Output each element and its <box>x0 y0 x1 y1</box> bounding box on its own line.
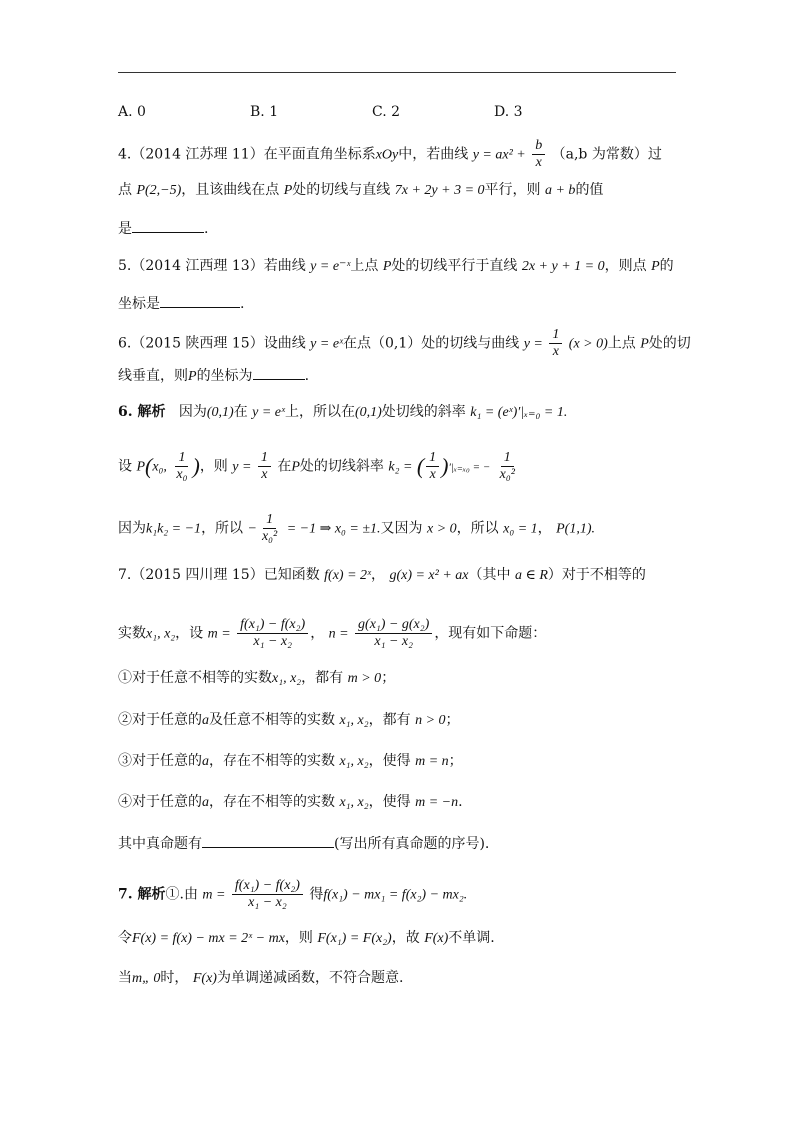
q7-prop2: ②对于任意的a及任意不相等的实数 x₁, x₂，都有 n > 0； <box>118 712 460 728</box>
header-rule <box>118 72 676 73</box>
q5-curve: y = e⁻ˣ <box>310 259 351 274</box>
sol6-label: 6. 解析 <box>118 404 166 420</box>
q4-point: P(2,−5) <box>136 183 182 198</box>
q7-line1: 7.（2015 四川理 15）已知函数 f(x) = 2ˣ， g(x) = x² + ax（其中 a ∈ R）对于不相等的 <box>118 567 646 583</box>
q6-fraction: $\frac{1}{x}$ <box>549 327 562 360</box>
q4-line1: 4.（2014 江苏理 11）在平面直角坐标系xOy中，若曲线 y = ax² + $\frac{b}{x}$ （a,b 为常数）过 <box>118 138 662 170</box>
sol6-line2: 设 P(x₀, $\frac{1}{\text{x₀}}$ )，则 y = $\frac{1}{x}$ 在P处的切线斜率 k₂ = ( $\frac{1}{x}$ )′|ₓ₌ₓ₀ = − $\frac{1}{\text{x₀²}}$ <box>118 450 515 482</box>
option-b: B. 1 <box>250 104 279 120</box>
q7-line2: 实数x₁, x₂，设 m = $\frac{\text{f(x₁) − f(x₂)}}{\text{x₁ − x₂}}$ ， n = $\frac{\text{g(x₁) − g(x₂)}}{\text{x₁ − x₂}}$ ，现有如下命题： <box>118 617 547 649</box>
sol7-label: 7. 解析 <box>118 886 166 903</box>
q4-curve: y = ax² + <box>472 147 526 163</box>
q7-prop3: ③对于任意的a，存在不相等的实数 x₁, x₂，使得 m = n； <box>118 753 463 769</box>
option-c: C. 2 <box>372 104 401 120</box>
option-d: D. 3 <box>494 104 523 120</box>
q5-line1: 5.（2014 江西理 13）若曲线 y = e⁻ˣ上点 P处的切线平行于直线 2x + y + 1 = 0，则点 P的 <box>118 258 674 274</box>
answer-blank-q5[interactable] <box>160 293 240 308</box>
q4-line2: 点 P(2,−5)，且该曲线在点 P处的切线与直线 7x + 2y + 3 = 0平行，则 a + b的值 <box>118 182 604 198</box>
q4-fraction: $\frac{b}{x}$ <box>532 138 545 171</box>
q4-system: xOy <box>375 147 399 163</box>
q5-line2: 坐标是 . <box>118 293 244 314</box>
sol7-line3: 当m„ 0时， F(x)为单调递减函数，不符合题意. <box>118 970 404 986</box>
q7-prop4: ④对于任意的a，存在不相等的实数 x₁, x₂，使得 m = −n. <box>118 794 463 810</box>
q4-line3: 是 . <box>118 218 208 239</box>
q7-f: f(x) = 2ˣ <box>324 568 371 583</box>
q7-prop1: ①对于任意不相等的实数x₁, x₂，都有 m > 0； <box>118 670 396 686</box>
q7-m-fraction: $\frac{\text{f(x₁) − f(x₂)}}{\text{x₁ − x₂}}$ <box>237 617 308 650</box>
options-row <box>118 102 618 122</box>
option-a: A. 0 <box>118 104 146 120</box>
sol6-line3: 因为k₁k₂ = −1，所以 − $\frac{1}{\text{x₀²}}$ = −1 ⇒ x₀ = ±1.又因为 x > 0，所以 x₀ = 1， P(1,1). <box>118 512 595 544</box>
q6-curve: y = eˣ <box>310 336 343 352</box>
q6-line1: 6.（2015 陕西理 15）设曲线 y = eˣ在点（0,1）处的切线与曲线 y = $\frac{1}{x}$ (x > 0)上点 P处的切 <box>118 327 691 359</box>
q6-line2: 线垂直，则P的坐标为 . <box>118 365 309 387</box>
sol7-line1: 7. 解析①.由 m = $\frac{\text{f(x₁) − f(x₂)}}{\text{x₁ − x₂}}$ 得f(x₁) − mx₁ = f(x₂) − mx₂. <box>118 878 468 910</box>
q4-line-eq: 7x + 2y + 3 = 0 <box>394 183 485 198</box>
q5-line-eq: 2x + y + 1 = 0 <box>521 259 605 274</box>
answer-blank-q6[interactable] <box>253 365 305 380</box>
q7-n-fraction: $\frac{\text{g(x₁) − g(x₂)}}{\text{x₁ − x₂}}$ <box>355 617 432 650</box>
answer-blank-q4[interactable] <box>132 218 204 233</box>
q7-answer-line: 其中真命题有 (写出所有真命题的序号). <box>118 833 489 854</box>
answer-blank-q7[interactable] <box>202 833 334 848</box>
sol7-line2: 令F(x) = f(x) − mx = 2ˣ − mx，则 F(x₁) = F(x₂)，故 F(x)不单调. <box>118 930 495 946</box>
sol6-k1: k₁ = (eˣ)′|ₓ₌₀ = 1. <box>470 405 568 420</box>
q7-g: g(x) = x² + ax <box>389 568 469 583</box>
sol6-line1: 6. 解析 因为(0,1)在 y = eˣ上，所以在(0,1)处切线的斜率 k₁ = (eˣ)′|ₓ₌₀ = 1. <box>118 404 568 420</box>
